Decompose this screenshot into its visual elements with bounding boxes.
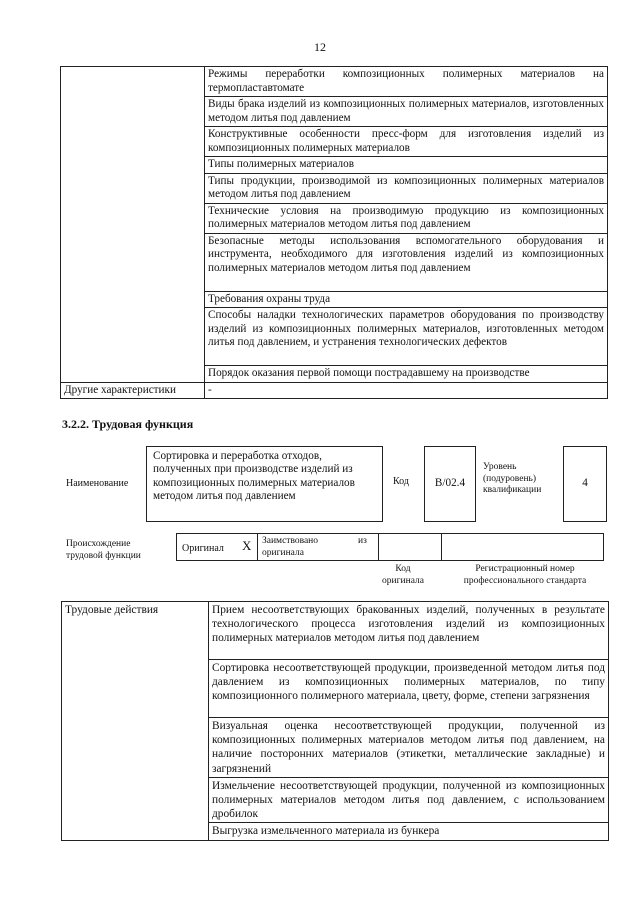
table-cell-empty — [61, 67, 205, 383]
page-number: 12 — [314, 40, 326, 54]
table-row: Способы наладки технологических параметров оборудования по производству изделий из композиционных полимерных материалов, изготовленных методом литья под давлением, и устранения технологических дефектов — [205, 308, 608, 366]
table-row: Требования охраны труда — [205, 291, 608, 308]
table-row: Виды брака изделий из композиционных полимерных материалов, изготовленных методом литья под давлением — [205, 97, 608, 127]
origin-mark: X — [242, 538, 252, 553]
code-box — [424, 446, 476, 522]
table-row: Визуальная оценка несоответствующей продукции, полученной из композиционных полимерных материалов методом литья под давлением, на наличие посторонних материалов (этикетки, металлические закладные) и загрязнений — [209, 718, 609, 778]
name-label: Наименование — [66, 478, 129, 489]
table-row: Технические условия на производимую продукцию из композиционных полимерных материалов методом литья под давлением — [205, 203, 608, 233]
other-characteristics-label: Другие характеристики — [61, 382, 205, 399]
table-row: Измельчение несоответствующей продукции, полученной из композиционных полимерных материалов методом литья под давлением, с использованием дробилок — [209, 777, 609, 823]
origin-borrowed-iz: из — [358, 536, 367, 546]
labor-actions-label: Трудовые действия — [62, 602, 209, 841]
table-row: Сортировка несоответствующей продукции, произведенной методом литья под давлением из композиционных полимерных материалов, по типу композиционного полимерного материала, цвету, форме, степени загрязнения — [209, 660, 609, 718]
table-row: Порядок оказания первой помощи пострадавшему на производстве — [205, 366, 608, 383]
level-label: Уровень (подуровень) квалификации — [483, 462, 542, 495]
table-row: Безопасные методы использования вспомогательного оборудования и инструмента, необходимого для изготовления изделий из композиционных полимерных материалов методом литья под давлением — [205, 233, 608, 291]
code-value: B/02.4 — [434, 477, 466, 489]
origin-borrowed: Заимствовано — [262, 536, 319, 546]
level-value: 4 — [582, 477, 588, 489]
code-label: Код — [393, 476, 409, 487]
knowledge-table — [60, 66, 608, 399]
origin-label: Происхождение трудовой функции — [66, 539, 141, 561]
table-row: Выгрузка измельченного материала из бункера — [209, 823, 609, 840]
table-row: Конструктивные особенности пресс-форм для изготовления изделий из композиционных полимерных материалов — [205, 127, 608, 157]
origin-original: Оригинал — [182, 543, 224, 554]
origin-borrowed-orig: оригинала — [262, 548, 304, 558]
other-characteristics-value: - — [205, 382, 608, 399]
origin-code-caption: Код оригинала — [382, 564, 424, 586]
table-row: Типы полимерных материалов — [205, 157, 608, 174]
table-row: Типы продукции, производимой из композиционных полимерных материалов методом литья под давлением — [205, 173, 608, 203]
origin-reg-caption: Регистрационный номер профессионального стандарта — [463, 564, 587, 586]
name-box — [146, 446, 383, 522]
table-row: Прием несоответствующих бракованных изделий, полученных в результате технологического процесса изготовления изделий из композиционных полимерных материалов методом литья под давлением — [209, 602, 609, 660]
level-box — [563, 446, 607, 522]
origin-box — [176, 533, 604, 561]
labor-actions-table — [61, 601, 609, 841]
function-name: Сортировка и переработка отходов, полученных при производстве изделий из композиционных полимерных материалов методом литья под давлением — [153, 450, 355, 503]
table-row: Режимы переработки композиционных полимерных материалов на термопластавтомате — [205, 67, 608, 97]
section-title: 3.2.2. Трудовая функция — [62, 417, 194, 431]
